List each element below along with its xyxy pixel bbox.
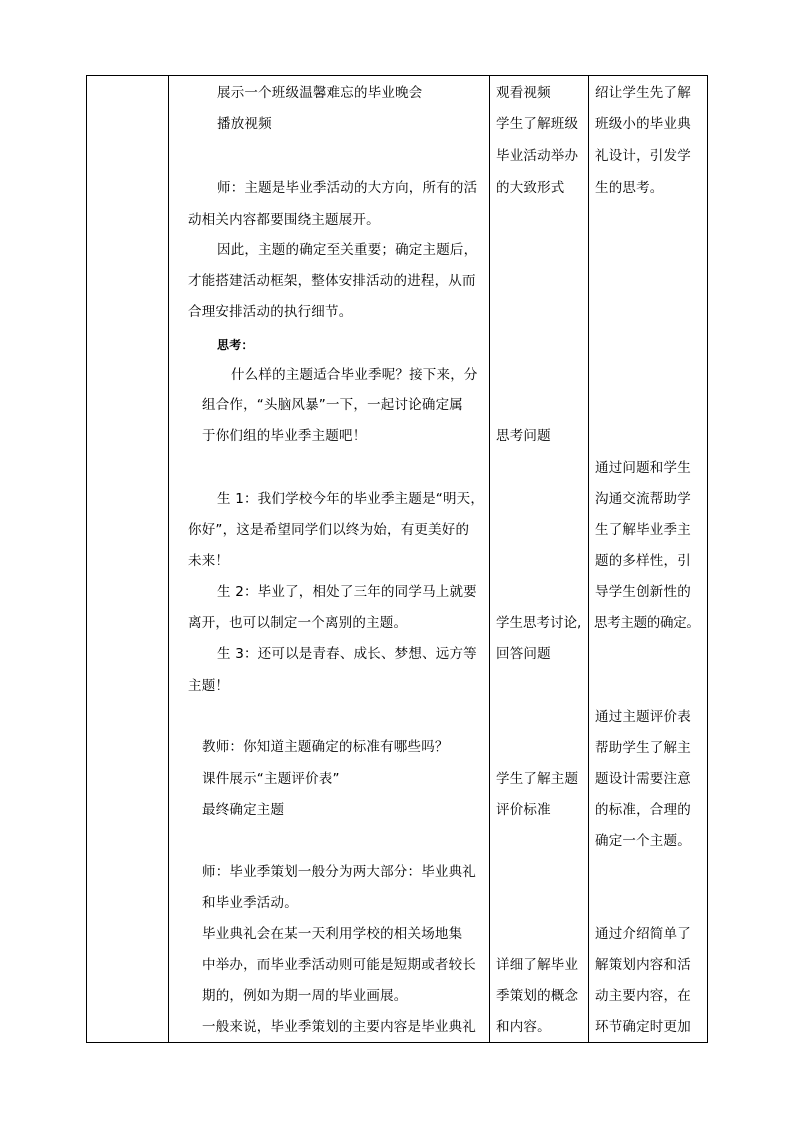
table-top-border — [86, 75, 707, 76]
table-bottom-border — [86, 1042, 707, 1043]
process-line: 教师：你知道主题确定的标准有哪些吗？ — [202, 739, 449, 755]
process-line: 生 3：还可以是青春、成长、梦想、远方等 — [217, 646, 477, 662]
student-activity-line: 的大致形式 — [496, 180, 565, 196]
process-line: 于你们组的毕业季主题吧！ — [202, 428, 367, 444]
student-activity-line: 评价标准 — [496, 802, 551, 818]
student-activity-line: 毕业活动举办 — [496, 148, 579, 164]
process-line: 播放视频 — [217, 116, 272, 132]
process-line: 因此，主题的确定至关重要；确定主题后， — [217, 242, 478, 258]
thinking-heading: 思考： — [217, 338, 254, 352]
design-intent-line: 解策划内容和活 — [595, 957, 691, 973]
process-line: 离开，也可以制定一个离别的主题。 — [188, 615, 408, 631]
design-intent-line: 沟通交流帮助学 — [595, 491, 691, 507]
design-intent-line: 环节确定时更加 — [595, 1019, 691, 1035]
design-intent-line: 思考主题的确定。 — [594, 615, 700, 631]
design-intent-line: 班级小的毕业典 — [595, 116, 691, 132]
process-line: 中举办，而毕业季活动则可能是短期或者较长 — [202, 957, 476, 973]
design-intent-line: 动主要内容，在 — [595, 988, 691, 1004]
process-line: 合理安排活动的执行细节。 — [188, 304, 353, 320]
table-border-left — [86, 75, 87, 1043]
design-intent-line: 帮助学生了解主 — [595, 740, 691, 756]
student-activity-line: 思考问题 — [496, 428, 551, 444]
design-intent-line: 绍让学生先了解 — [595, 85, 691, 101]
table-divider-2 — [489, 75, 490, 1043]
student-activity-line: 学生了解班级 — [496, 116, 579, 132]
process-line: 主题！ — [188, 678, 230, 694]
process-line: 师：主题是毕业季活动的大方向，所有的活 — [217, 180, 478, 196]
design-intent-line: 生了解毕业季主 — [595, 522, 691, 538]
design-intent-line: 题的多样性，引 — [595, 553, 691, 569]
table-divider-1 — [168, 75, 169, 1043]
design-intent-line: 通过主题评价表 — [595, 709, 691, 725]
process-line: 和毕业季活动。 — [202, 895, 298, 911]
student-activity-line: 回答问题 — [496, 646, 551, 662]
student-activity-line: 观看视频 — [496, 85, 551, 101]
design-intent-line: 礼设计，引发学 — [595, 148, 691, 164]
student-activity-line: 详细了解毕业 — [496, 957, 579, 973]
process-line: 课件展示“主题评价表” — [202, 771, 340, 787]
design-intent-line: 导学生创新性的 — [595, 584, 691, 600]
process-line: 展示一个班级温馨难忘的毕业晚会 — [217, 85, 423, 101]
design-intent-line: 的标准，合理的 — [595, 802, 691, 818]
design-intent-line: 通过介绍简单了 — [595, 926, 691, 942]
process-line: 未来！ — [188, 553, 230, 569]
process-line: 动相关内容都要围绕主题展开。 — [188, 212, 380, 228]
student-activity-line: 季策划的概念 — [496, 988, 579, 1004]
student-activity-line: 学生了解主题 — [496, 771, 579, 787]
process-line: 你好”，这是希望同学们以终为始，有更美好的 — [188, 522, 470, 538]
student-activity-line: 学生思考讨论, — [496, 615, 582, 631]
student-activity-line: 和内容。 — [496, 1019, 551, 1035]
process-line: 什么样的主题适合毕业季呢？接下来，分 — [231, 367, 478, 383]
process-line: 生 2：毕业了，相处了三年的同学马上就要 — [217, 584, 477, 600]
design-intent-line: 确定一个主题。 — [595, 833, 691, 849]
table-divider-3 — [588, 75, 589, 1043]
design-intent-line: 题设计需要注意 — [595, 771, 691, 787]
process-line: 组合作，“头脑风暴”一下，一起讨论确定属 — [202, 397, 463, 413]
process-line: 生 1：我们学校今年的毕业季主题是“明天， — [217, 491, 485, 507]
table-border-right — [707, 75, 708, 1043]
design-intent-line: 生的思考。 — [595, 180, 664, 196]
design-intent-line: 通过问题和学生 — [595, 460, 691, 476]
process-line: 期的，例如为期一周的毕业画展。 — [202, 988, 408, 1004]
process-line: 师：毕业季策划一般分为两大部分：毕业典礼 — [202, 864, 476, 880]
process-line: 最终确定主题 — [202, 802, 285, 818]
process-line: 一般来说，毕业季策划的主要内容是毕业典礼 — [202, 1019, 476, 1035]
process-line: 毕业典礼会在某一天利用学校的相关场地集 — [202, 926, 463, 942]
process-line: 才能搭建活动框架，整体安排活动的进程，从而 — [188, 273, 476, 289]
